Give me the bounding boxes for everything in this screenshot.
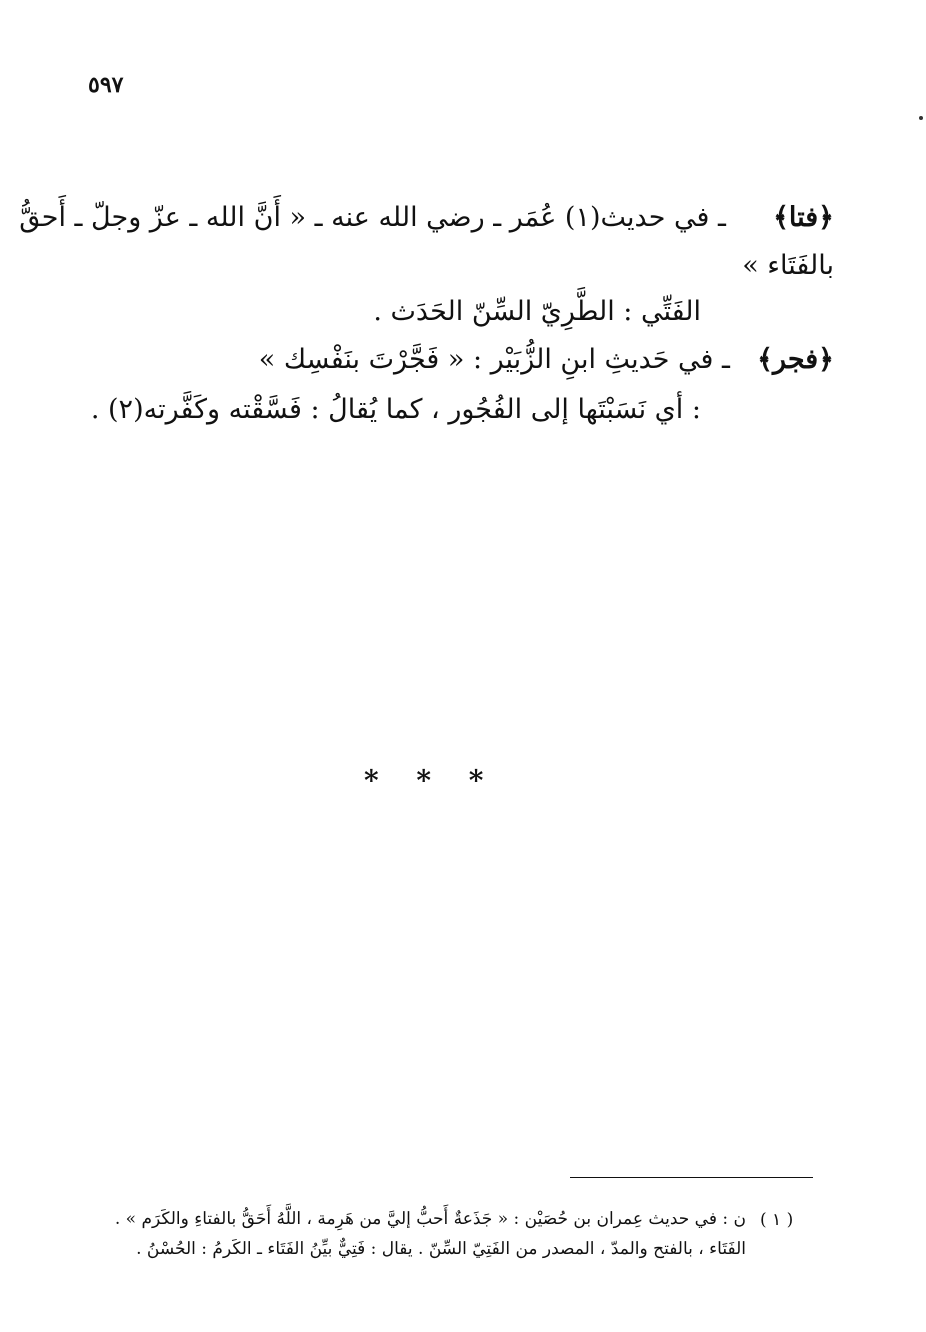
footnote-marker: ( ١ ) [760,1210,794,1230]
entry-fata-definition: الفَتِّي : الطَّرِيّ السِّنّ الحَدَث . [373,296,701,327]
entry-fata-line2: بالفَتَاء » [742,250,834,281]
headword-fata: ﴿فتا﴾ [773,202,834,233]
entry-fata-text1: ـ في حديث(١) عُمَر ـ رضي الله عنه ـ « أَنَّ الله ـ عزّ وجلّ ـ أَحقُّ [19,202,726,233]
section-separator: * * * [364,764,498,797]
page-number: ٥٩٧ [88,72,124,98]
entry-fajar-text1: ـ في حَديثِ ابنِ الزُّبَيْر : « فَجَّرْتَ بنَفْسِك » [258,344,730,375]
entry-fajar-definition: : أي نَسَبْتَها إلى الفُجُور ، كما يُقالُ : فَسَّقْته وكَفَّرته(٢) . [90,394,701,425]
entry-fajar-line1 [259,340,834,380]
footnote-line2: الفَتَاء ، بالفتح والمدّ ، المصدر من الفَتِيّ السِّنّ . يقال : فَتِيٌّ بيِّنُ الفَتَاء ـ الكَرمُ : الحُسْنُ . [136,1239,746,1259]
footnote-line1: ن : في حديث عِمران بن حُصَيْن : « جَذَعةٌ أَحبُّ إليَّ من هَرِمة ، اللَّهُ أَحَقُّ بالفتاءِ والكَرَم » . [114,1209,746,1229]
footnote-rule [570,1177,813,1178]
stray-mark [919,116,923,120]
headword-fajar: ﴿فجر﴾ [757,344,834,375]
entry-fata-line1 [19,198,834,238]
